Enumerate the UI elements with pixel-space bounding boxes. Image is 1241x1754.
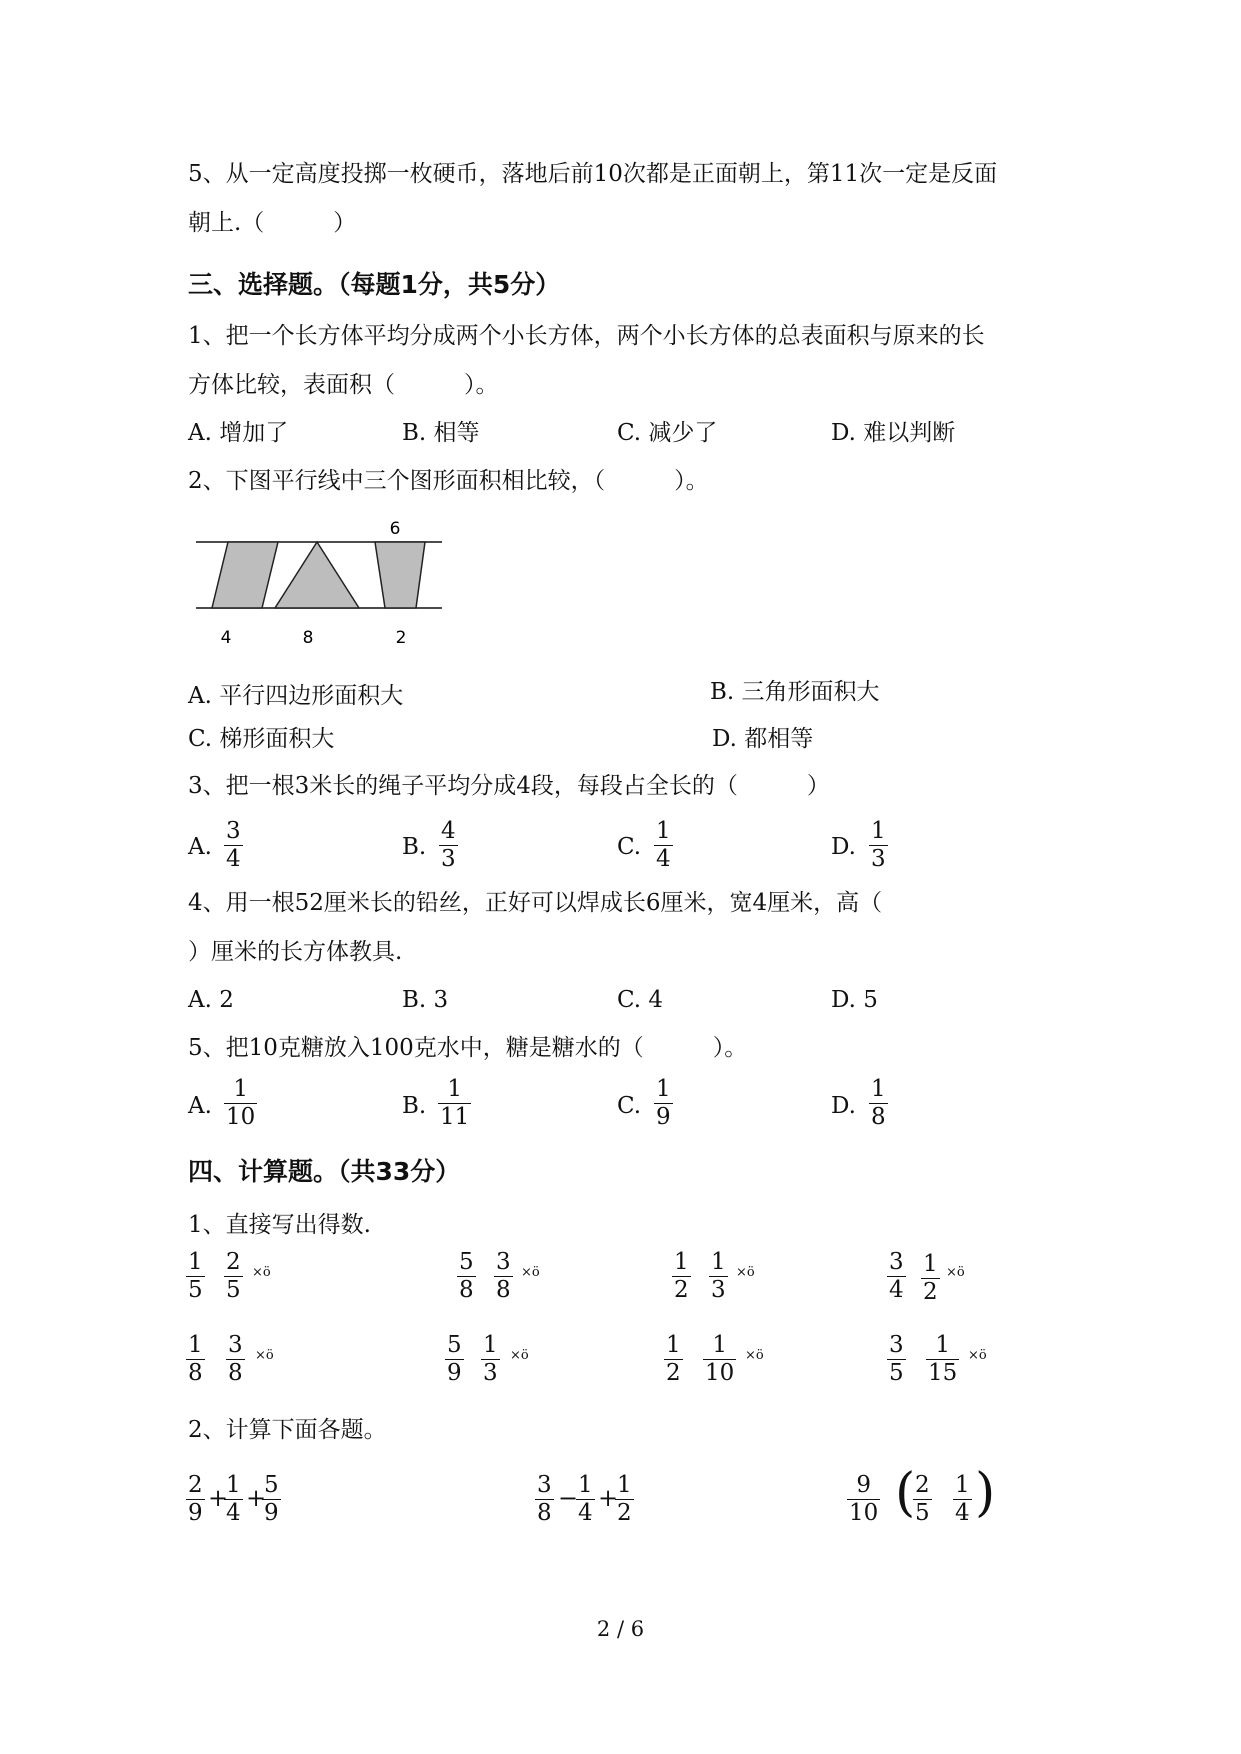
denominator: 10 <box>226 1104 256 1130</box>
trapezoid-top-label: 6 <box>389 519 401 539</box>
calc-item-3-fraction-b <box>709 1250 728 1303</box>
numerator: 1 <box>447 1076 462 1102</box>
numerator: 1 <box>674 1249 689 1275</box>
s3-q4-line2: ）厘米的长方体教具. <box>188 939 403 965</box>
s3-q5-option-c-fraction <box>654 1077 673 1130</box>
denominator: 4 <box>578 1500 593 1526</box>
calc-item-8-mark: ×ö <box>968 1348 987 1363</box>
calc-item-5-fraction-b <box>226 1333 245 1386</box>
denominator: 3 <box>871 846 886 872</box>
s3-q3-option-a-fraction <box>224 819 243 872</box>
s3-q2-option-c: C. 梯形面积大 <box>188 726 335 752</box>
calc-item-3-mark: ×ö <box>736 1265 755 1280</box>
denominator: 9 <box>188 1500 203 1526</box>
s3-q2-option-d: D. 都相等 <box>712 726 814 752</box>
calc-item-1-mark: ×ö <box>252 1265 271 1280</box>
expr1-fraction-3 <box>262 1473 281 1526</box>
s3-q4-option-b: B. 3 <box>402 987 449 1013</box>
s3-q3-option-b-fraction <box>439 819 458 872</box>
s3-q3-option-c-fraction <box>654 819 673 872</box>
denominator: 3 <box>483 1360 498 1386</box>
denominator: 8 <box>188 1360 203 1386</box>
s3-q1-option-b: B. 相等 <box>402 420 480 446</box>
calc-item-7-mark: ×ö <box>745 1348 764 1363</box>
numerator: 4 <box>441 818 456 844</box>
s3-q2-option-b: B. 三角形面积大 <box>710 679 880 705</box>
numerator: 1 <box>955 1472 970 1498</box>
calc-item-6-fraction-b <box>481 1333 500 1386</box>
section3-heading: 三、选择题。（每题1分，共5分） <box>188 270 561 299</box>
numerator: 5 <box>447 1332 462 1358</box>
trapezoid-shape <box>375 542 425 608</box>
numerator: 1 <box>483 1332 498 1358</box>
s3-q2-option-a: A. 平行四边形面积大 <box>188 683 404 709</box>
numerator: 1 <box>188 1332 203 1358</box>
s4-q1-text: 1、直接写出得数. <box>188 1212 371 1238</box>
s3-q3-text: 3、把一根3米长的绳子平均分成4段，每段占全长的（ ） <box>188 773 830 799</box>
numerator: 3 <box>496 1249 511 1275</box>
calc-item-8-fraction-a <box>887 1333 906 1386</box>
section4-heading: 四、计算题。（共33分） <box>188 1157 461 1186</box>
s3-q3-option-b-label: B. <box>402 834 427 860</box>
numerator: 1 <box>935 1332 950 1358</box>
s3-q3-option-d-fraction <box>869 819 888 872</box>
denominator: 3 <box>441 846 456 872</box>
denominator: 4 <box>955 1500 970 1526</box>
expr2-operator-1: − <box>558 1484 579 1512</box>
numerator: 1 <box>656 818 671 844</box>
numerator: 5 <box>264 1472 279 1498</box>
s3-q5-option-c-label: C. <box>617 1093 642 1119</box>
s3-q1-option-c: C. 减少了 <box>617 420 718 446</box>
s3-q5-option-b-fraction <box>438 1077 471 1130</box>
numerator: 9 <box>856 1472 871 1498</box>
denominator: 8 <box>537 1500 552 1526</box>
expr2-fraction-3 <box>615 1473 634 1526</box>
numerator: 1 <box>871 818 886 844</box>
denominator: 8 <box>459 1277 474 1303</box>
s3-q5-option-d-label: D. <box>831 1093 856 1119</box>
parallelogram-shape <box>212 542 278 608</box>
denominator: 2 <box>923 1279 938 1305</box>
numerator: 3 <box>889 1332 904 1358</box>
denominator: 4 <box>656 846 671 872</box>
s3-q4-option-d: D. 5 <box>831 987 878 1013</box>
expr2-fraction-1 <box>535 1473 554 1526</box>
s3-q5-option-d-fraction <box>869 1077 888 1130</box>
s3-q1-option-a: A. 增加了 <box>188 420 289 446</box>
s3-q3-option-d-label: D. <box>831 834 856 860</box>
expr2-operator-2: + <box>598 1484 619 1512</box>
denominator: 2 <box>617 1500 632 1526</box>
triangle-shape <box>275 542 359 608</box>
calc-item-7-fraction-a <box>664 1333 683 1386</box>
s3-q3-option-a-label: A. <box>188 834 212 860</box>
numerator: 1 <box>188 1249 203 1275</box>
denominator: 15 <box>928 1360 958 1386</box>
page-number: 2 / 6 <box>596 1617 645 1641</box>
numerator: 5 <box>459 1249 474 1275</box>
calc-item-8-fraction-b <box>926 1333 959 1386</box>
expr1-fraction-1 <box>186 1473 205 1526</box>
numerator: 3 <box>226 818 241 844</box>
calc-item-7-fraction-b <box>703 1333 736 1386</box>
parallelogram-base-label: 4 <box>220 628 232 648</box>
calc-item-4-mark: ×ö <box>946 1265 965 1280</box>
numerator: 1 <box>712 1332 727 1358</box>
calc-item-1-fraction-b <box>224 1250 243 1303</box>
calc-item-2-mark: ×ö <box>521 1265 540 1280</box>
numerator: 1 <box>656 1076 671 1102</box>
s3-q4-option-c: C. 4 <box>617 987 664 1013</box>
judge-q5-line2: 朝上.（ ） <box>188 210 357 236</box>
denominator: 10 <box>705 1360 735 1386</box>
numerator: 2 <box>226 1249 241 1275</box>
expr1-operator-2: + <box>246 1484 267 1512</box>
s3-q4-line1: 4、用一根52厘米长的铅丝，正好可以焊成长6厘米，宽4厘米，高（ <box>188 890 883 916</box>
expr3-fraction-2 <box>913 1473 932 1526</box>
expr3-fraction-1 <box>847 1473 880 1526</box>
denominator: 5 <box>915 1500 930 1526</box>
s3-q4-option-a: A. 2 <box>188 987 234 1013</box>
numerator: 2 <box>915 1472 930 1498</box>
denominator: 8 <box>871 1104 886 1130</box>
parallel-lines-figure <box>190 514 450 650</box>
calc-item-4-fraction-a <box>887 1250 906 1303</box>
expr3-right-paren-icon: ) <box>975 1463 996 1523</box>
expr1-operator-1: + <box>208 1484 229 1512</box>
calc-item-2-fraction-a <box>457 1250 476 1303</box>
numerator: 1 <box>871 1076 886 1102</box>
numerator: 1 <box>666 1332 681 1358</box>
denominator: 2 <box>674 1277 689 1303</box>
numerator: 3 <box>537 1472 552 1498</box>
s3-q1-option-d: D. 难以判断 <box>831 420 956 446</box>
numerator: 1 <box>711 1249 726 1275</box>
s3-q5-option-a-label: A. <box>188 1093 212 1119</box>
calc-item-1-fraction-a <box>186 1250 205 1303</box>
judge-q5-line1: 5、从一定高度投掷一枚硬币，落地后前10次都是正面朝上，第11次一定是反面 <box>188 161 998 187</box>
numerator: 2 <box>188 1472 203 1498</box>
calc-item-5-mark: ×ö <box>255 1348 274 1363</box>
numerator: 1 <box>233 1076 248 1102</box>
s3-q5-option-a-fraction <box>224 1077 257 1130</box>
denominator: 2 <box>666 1360 681 1386</box>
expr3-fraction-3 <box>953 1473 972 1526</box>
calc-item-5-fraction-a <box>186 1333 205 1386</box>
calc-item-6-fraction-a <box>445 1333 464 1386</box>
expr1-fraction-2 <box>224 1473 243 1526</box>
denominator: 4 <box>226 1500 241 1526</box>
triangle-base-label: 8 <box>302 628 314 648</box>
numerator: 1 <box>226 1472 241 1498</box>
denominator: 9 <box>447 1360 462 1386</box>
expr2-fraction-2 <box>576 1473 595 1526</box>
denominator: 8 <box>228 1360 243 1386</box>
denominator: 4 <box>226 846 241 872</box>
s3-q5-option-b-label: B. <box>402 1093 427 1119</box>
calc-item-6-mark: ×ö <box>510 1348 529 1363</box>
numerator: 1 <box>923 1251 938 1277</box>
s3-q1-line2: 方体比较，表面积（ ）。 <box>188 372 499 398</box>
s3-q3-option-c-label: C. <box>617 834 642 860</box>
s4-q2-text: 2、计算下面各题。 <box>188 1417 387 1443</box>
numerator: 1 <box>617 1472 632 1498</box>
numerator: 3 <box>889 1249 904 1275</box>
denominator: 4 <box>889 1277 904 1303</box>
denominator: 5 <box>188 1277 203 1303</box>
denominator: 9 <box>656 1104 671 1130</box>
denominator: 8 <box>496 1277 511 1303</box>
numerator: 1 <box>578 1472 593 1498</box>
denominator: 9 <box>264 1500 279 1526</box>
denominator: 3 <box>711 1277 726 1303</box>
s3-q1-line1: 1、把一个长方体平均分成两个小长方体，两个小长方体的总表面积与原来的长 <box>188 323 985 349</box>
numerator: 3 <box>228 1332 243 1358</box>
expr3-left-paren-icon: ( <box>895 1463 916 1523</box>
denominator: 11 <box>440 1104 470 1130</box>
denominator: 5 <box>226 1277 241 1303</box>
trapezoid-base-label: 2 <box>395 628 407 648</box>
calc-item-4-fraction-b <box>921 1252 940 1305</box>
calc-item-3-fraction-a <box>672 1250 691 1303</box>
s3-q5-text: 5、把10克糖放入100克水中，糖是糖水的（ ）。 <box>188 1035 748 1061</box>
s3-q2-text: 2、下图平行线中三个图形面积相比较，（ ）。 <box>188 468 709 494</box>
denominator: 10 <box>849 1500 879 1526</box>
denominator: 5 <box>889 1360 904 1386</box>
calc-item-2-fraction-b <box>494 1250 513 1303</box>
